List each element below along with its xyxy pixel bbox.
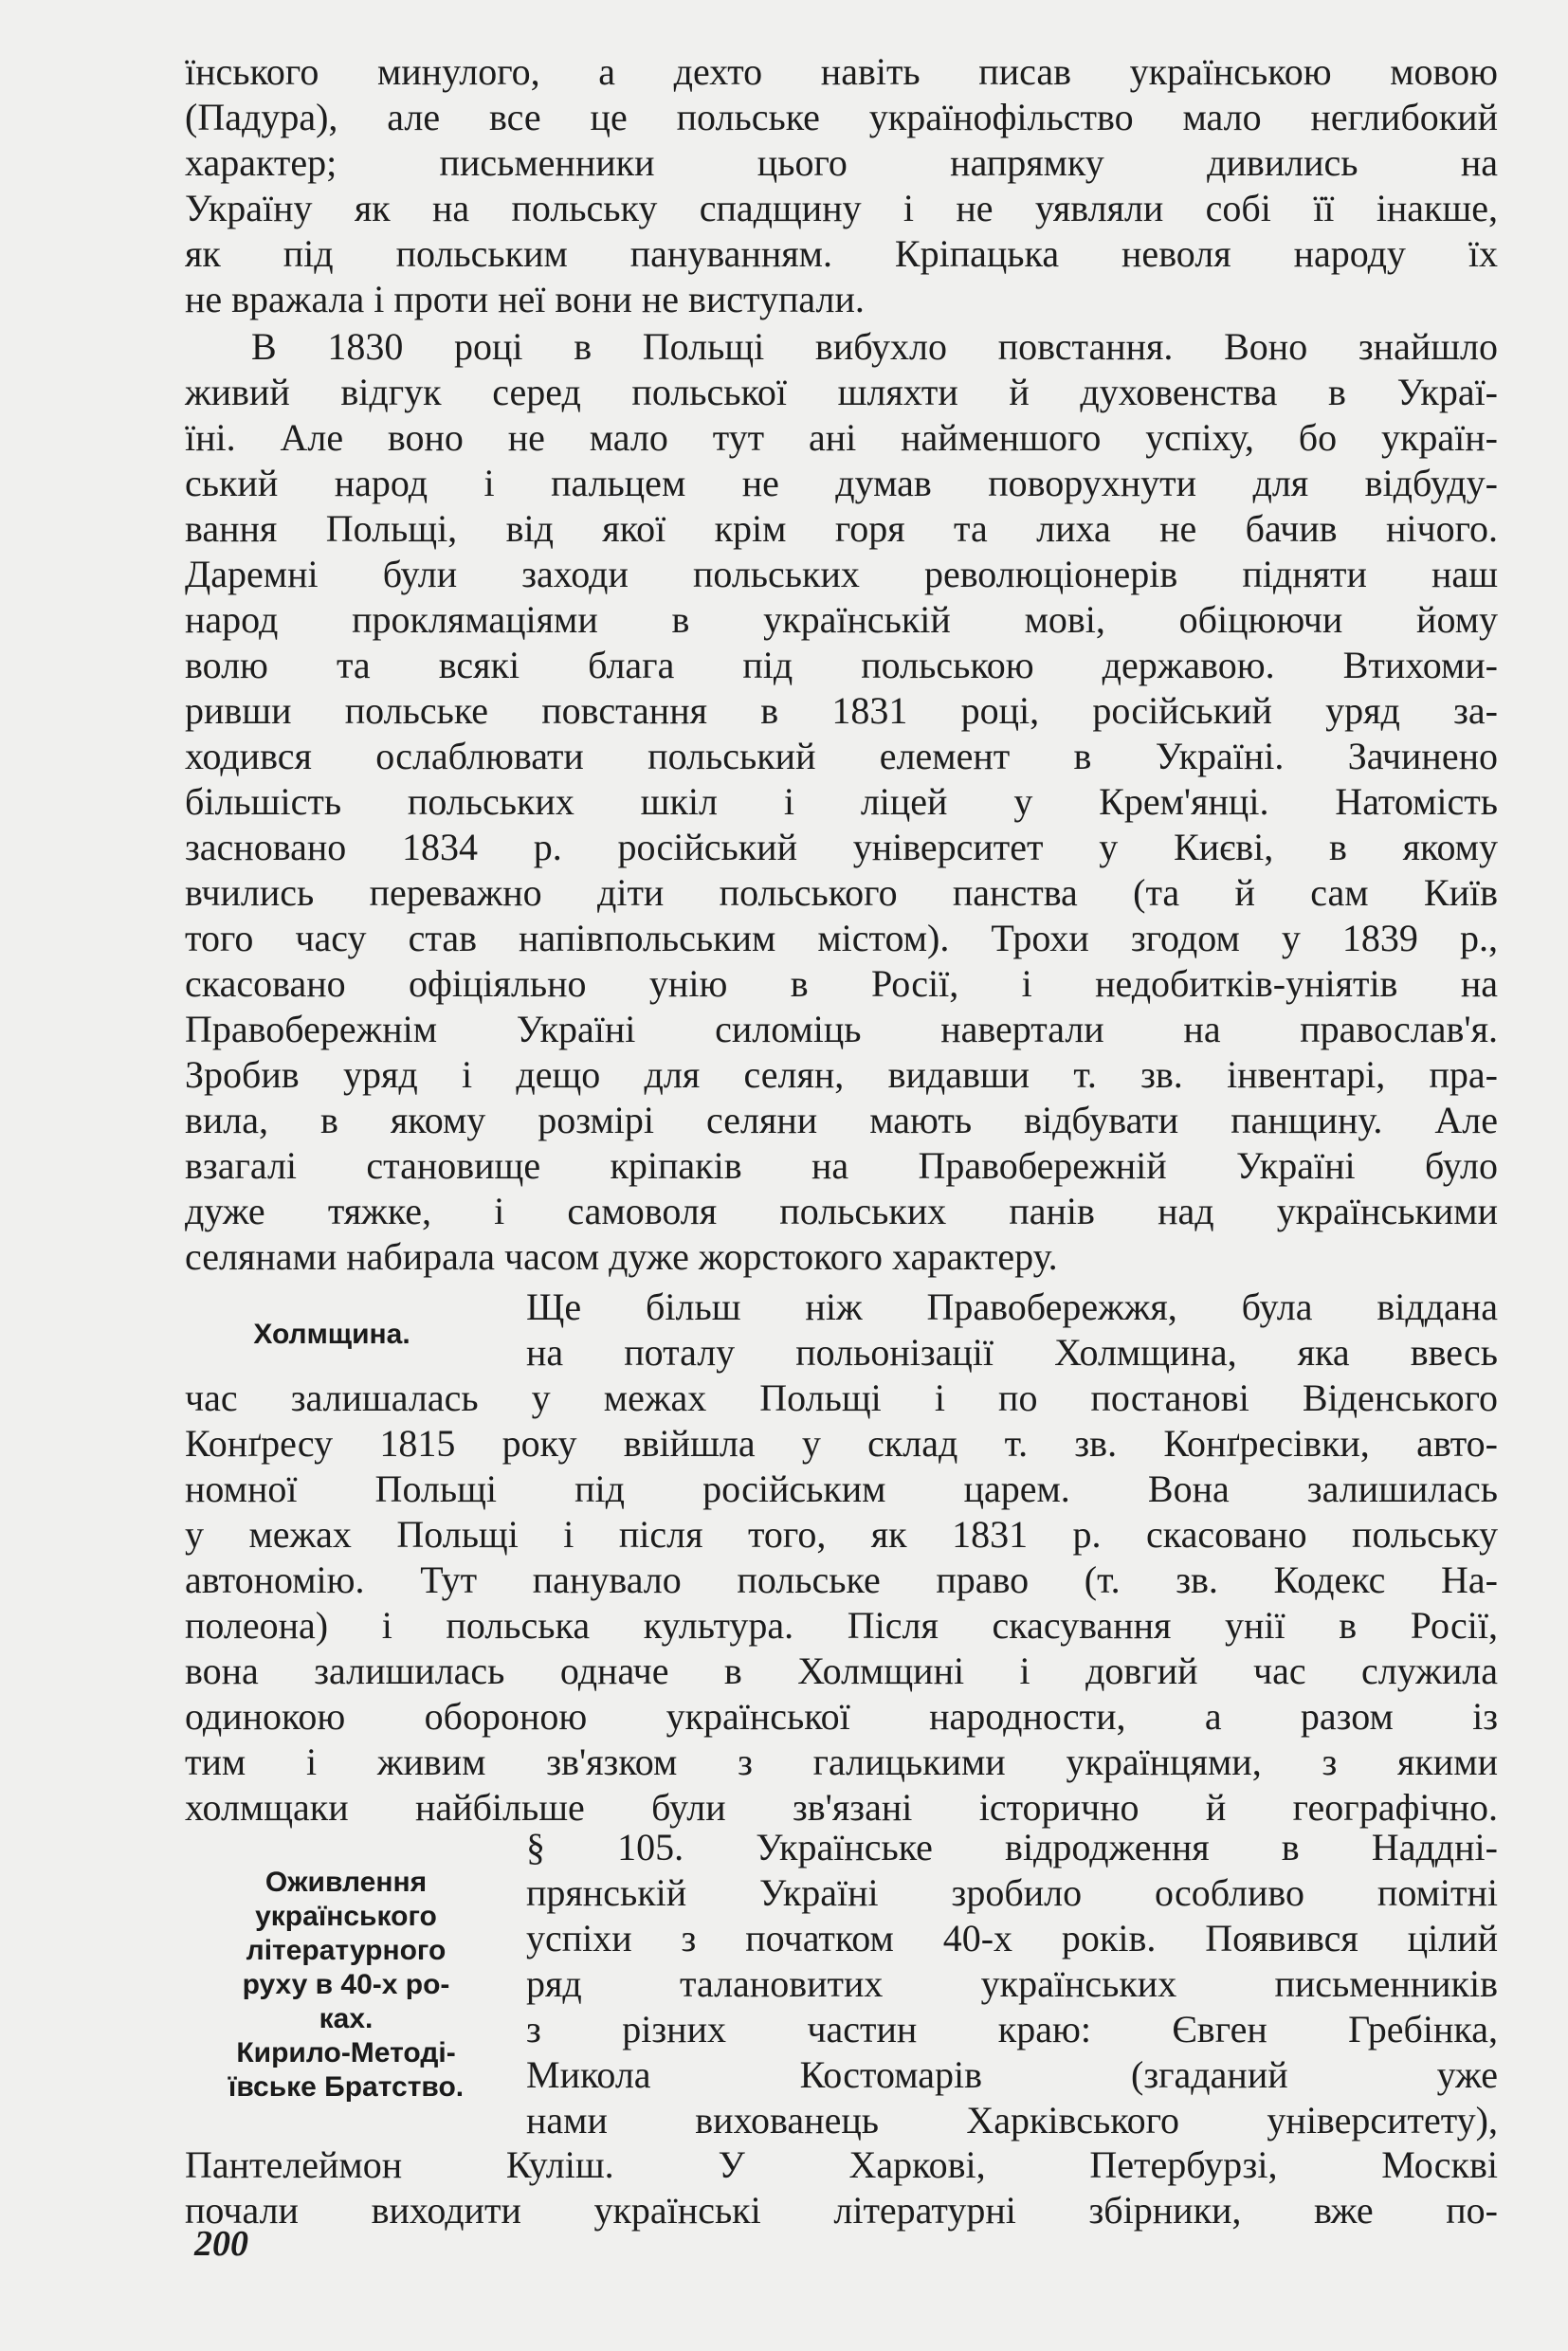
- text-line: їні. Але воно не мало тут ані найменшого успіху, бо україн-: [185, 416, 1498, 459]
- text-line: засновано 1834 р. російський університет у Києві, в якому: [185, 826, 1498, 868]
- text-line: скасовано офіціяльно унію в Росії, і недобитків-уніятів на: [185, 962, 1498, 1005]
- text-line: час залишалась у межах Польщі і по постанові Віденського: [185, 1376, 1498, 1419]
- text-line: не вражала і проти неї вони не виступали.: [185, 278, 865, 320]
- text-line: Правобережнім Україні силоміць навертали на православ'я.: [185, 1008, 1498, 1050]
- text-line: у межах Польщі і після того, як 1831 р. скасовано польську: [185, 1513, 1498, 1556]
- text-line: почали виходити українські літературні збірники, вже по-: [185, 2189, 1498, 2232]
- text-line: дуже тяжке, і самоволя польських панів над українськими: [185, 1190, 1498, 1232]
- text-line: (Падура), але все це польське українофільство мало неглибокий: [185, 96, 1498, 138]
- text-line: ряд талановитих українських письменників: [526, 1962, 1498, 2005]
- text-line: ський народ і пальцем не думав поворухнути для відбуду-: [185, 462, 1498, 504]
- paragraph-intro: [185, 49, 1498, 322]
- text-line: живий відгук серед польської шляхти й духовенства в Украї-: [185, 371, 1498, 413]
- paragraph-revival: [185, 2142, 1498, 2233]
- text-line: Україну як на польську спадщину і не уявляли собі її інакше,: [185, 187, 1498, 229]
- side-note-line: Оживлення: [264, 1867, 428, 1898]
- text-line: як під польським пануванням. Кріпацька неволя народу їх: [185, 232, 1498, 275]
- text-line: Ще більш ніж Правобережжя, була віддана: [526, 1285, 1498, 1328]
- side-note-revival: [185, 1866, 507, 2105]
- text-line: вила, в якому розмірі селяни мають відбувати панщину. Але: [185, 1099, 1498, 1141]
- text-line: їнського минулого, а дехто навіть писав українською мовою: [185, 50, 1498, 93]
- text-line: Пантелеймон Куліш. У Харкові, Петербурзі, Москві: [185, 2143, 1498, 2186]
- text-line: полеона) і польська культура. Після скасування унії в Росії,: [185, 1604, 1498, 1647]
- paragraph-kholmshchyna: [185, 1376, 1498, 1831]
- text-line: § 105. Українське відродження в Наддні-: [526, 1826, 1498, 1868]
- text-line: успіхи з початком 40-х років. Появився цілий: [526, 1917, 1498, 1959]
- text-line: більшість польських шкіл і ліцей у Крем'янці. Натомість: [185, 780, 1498, 823]
- text-line: ривши польське повстання в 1831 році, російський уряд за-: [185, 689, 1498, 732]
- text-line: селянами набирала часом дуже жорстокого характеру.: [185, 1235, 1058, 1278]
- paragraph-revival-start: [526, 1825, 1498, 2143]
- side-note-line: руху в 40-х ро-: [242, 1969, 450, 2000]
- text-line: автономію. Тут панувало польське право (т. зв. Кодекс На-: [185, 1558, 1498, 1601]
- paragraph-uprising-1830: [185, 324, 1498, 1280]
- side-note-kholmshchyna: Холмщина.: [253, 1319, 410, 1350]
- text-line: тим і живим зв'язком з галицькими українцями, з якими: [185, 1740, 1498, 1783]
- text-line: Микола Костомарів (згаданий уже: [526, 2053, 1498, 2096]
- text-line: холмщаки найбільше були зв'язані історично й географічно.: [185, 1786, 1498, 1829]
- text-line: ходився ослаблювати польський елемент в Україні. Зачинено: [185, 735, 1498, 777]
- text-line: В 1830 році в Польщі вибухло повстання. Воно знайшло: [251, 325, 1498, 368]
- side-note-line: літературного: [246, 1935, 447, 1966]
- text-line: нами вихованець Харківського університету),: [526, 2099, 1498, 2141]
- side-note-line: ках.: [319, 2003, 374, 2034]
- side-note-line: українського: [255, 1901, 437, 1932]
- page-number: 200: [194, 2224, 248, 2264]
- text-line: одинокою обороною української народности, а разом із: [185, 1695, 1498, 1738]
- text-line: на поталу польонізації Холмщина, яка ввесь: [526, 1331, 1498, 1374]
- text-line: номної Польщі під російським царем. Вона залишилась: [185, 1467, 1498, 1510]
- text-line: волю та всякі блага під польською державою. Втихоми-: [185, 644, 1498, 686]
- side-note-line: Кирило-Методі-: [236, 2037, 456, 2069]
- text-line: народ проклямаціями в українській мові, обіцюючи йому: [185, 598, 1498, 641]
- text-line: того часу став напівпольським містом). Трохи згодом у 1839 р.,: [185, 917, 1498, 959]
- paragraph-kholmshchyna-start: [526, 1285, 1498, 1376]
- text-line: характер; письменники цього напрямку дивились на: [185, 141, 1498, 184]
- text-line: з різних частин краю: Євген Гребінка,: [526, 2008, 1498, 2050]
- text-line: вона залишилась одначе в Холмщині і довгий час служила: [185, 1649, 1498, 1692]
- text-line: Зробив уряд і дещо для селян, видавши т. зв. інвентарі, пра-: [185, 1053, 1498, 1096]
- text-line: прянській Україні зробило особливо помітні: [526, 1871, 1498, 1914]
- text-line: Даремні були заходи польських революціонерів підняти наш: [185, 553, 1498, 595]
- text-line: Конґресу 1815 року ввійшла у склад т. зв. Конґресівки, авто-: [185, 1422, 1498, 1465]
- text-line: взагалі становище кріпаків на Правобережній Україні було: [185, 1144, 1498, 1187]
- text-line: вання Польщі, від якої крім горя та лиха не бачив нічого.: [185, 507, 1498, 550]
- side-note-line: ївське Братство.: [228, 2071, 465, 2103]
- text-line: вчились переважно діти польського панства (та й сам Київ: [185, 871, 1498, 914]
